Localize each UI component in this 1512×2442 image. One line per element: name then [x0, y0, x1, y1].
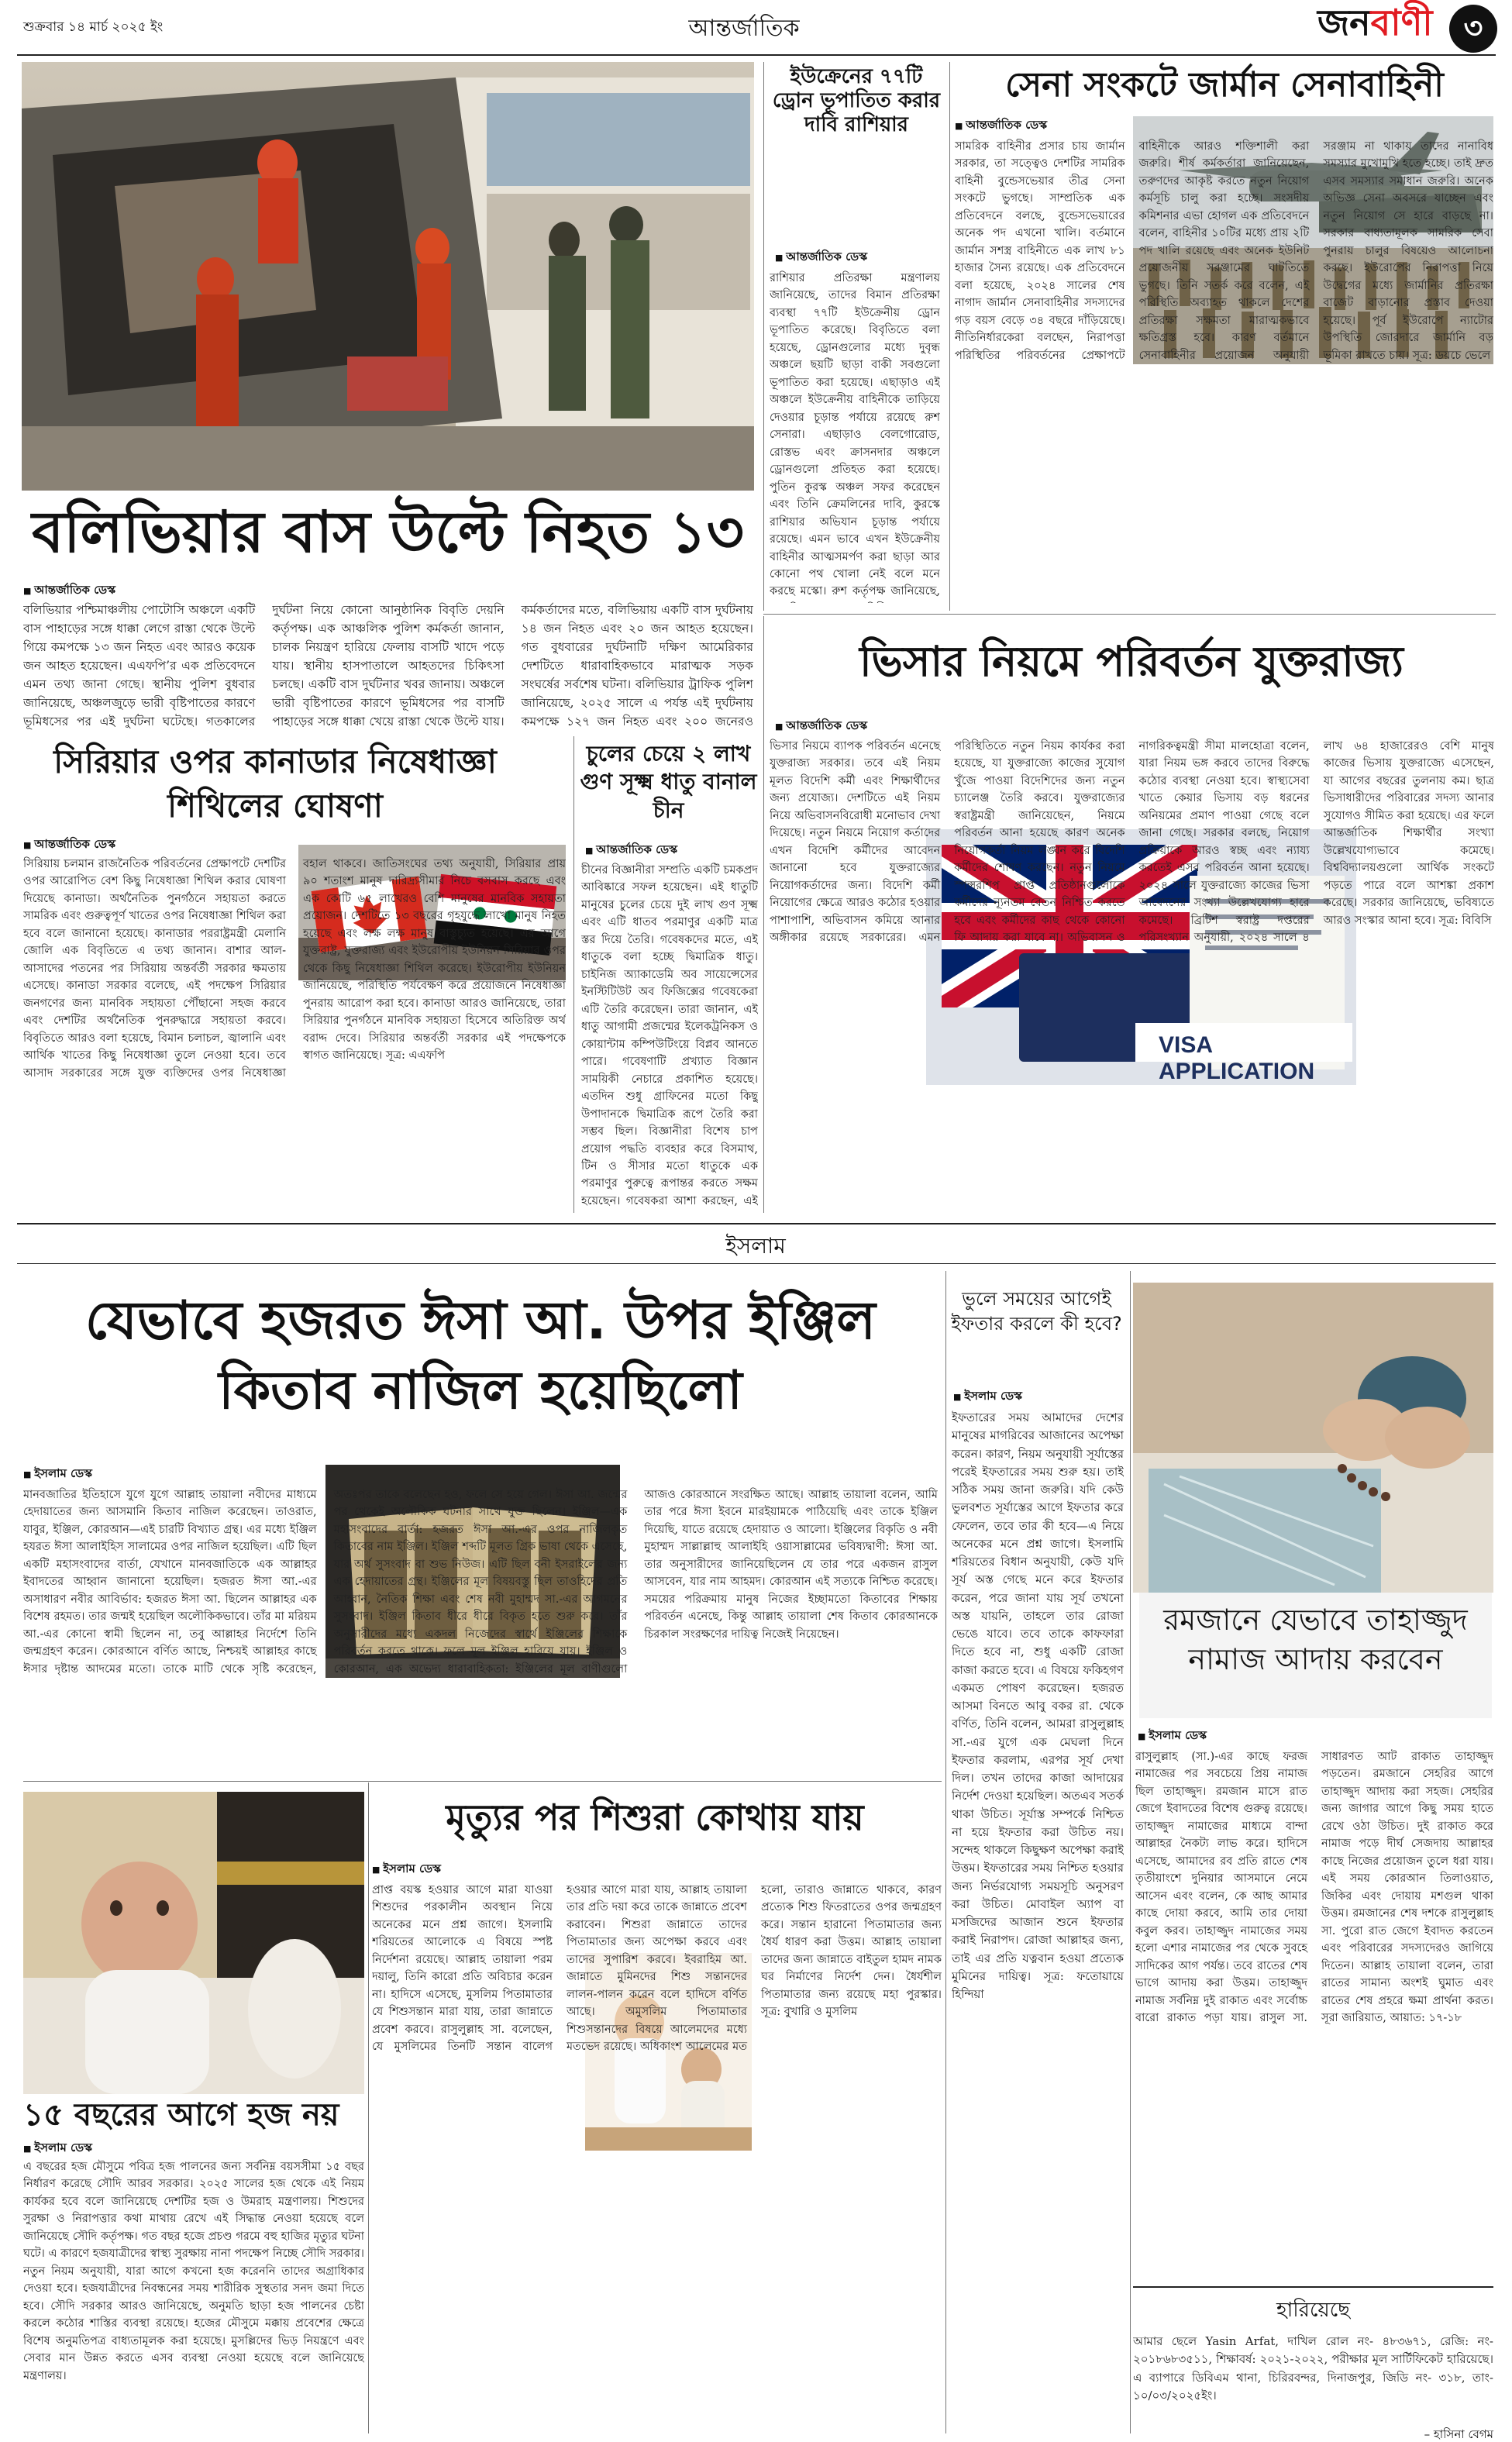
- bus-crash-photo: [22, 62, 754, 491]
- top-vertical-divider: [763, 62, 764, 611]
- tahajjud-headline: রমজানে যেভাবে তাহাজ্জুদ নামাজ আদায় করবেন: [1139, 1593, 1492, 1718]
- iftar-byline: ■ ইসলাম ডেস্ক: [953, 1387, 1022, 1407]
- prayer-hands-photo: [1133, 1283, 1493, 1593]
- masthead-logo: [1317, 2, 1433, 43]
- uk-visa-byline: ■ আন্তর্জাতিক ডেস্ক: [775, 717, 867, 736]
- lost-notice-body: আমার ছেলে Yasin Arfat, দাখিল রোল নং- ৪৮৩৬৭১, রেজি: নং- ২০১৮৬৮৩৫১১, শিক্ষাবর্ষ: ২০২১-২০২২, পরীক্ষার মূল সার্টিফিকেট হারিয়েছে। এ ব্যাপারে ডিবিএম থানা, চিরিরবন্দর, দিনাজপুর, জিডি নং- ৩১৮, তাং- ১০/০৩/২০২৫ইং।: [1133, 2334, 1493, 2402]
- masthead-rule: [17, 54, 1496, 56]
- hajj-children-divider: [368, 1782, 369, 2433]
- tahajjud-body: রাসুলুল্লাহ (সা.)-এর কাছে ফরজ নামাজের পর সবচেয়ে প্রিয় নামাজ ছিল তাহাজ্জুদ। রমজান মাসে রাত জেগে ইবাদতের বিশেষ গুরুত্ব রয়েছে। তাহাজ্জুদ নামাজের মাধ্যমে বান্দা আল্লাহর নৈকট্য লাভ করে। হাদিসে এসেছে, আমাদের রব প্রতি রাতে শেষ তৃতীয়াংশে দুনিয়ার আসমানে নেমে আসেন এবং বলেন, কে আছ আমার কাছে দোয়া করবে, আমি তার দোয়া কবুল করব। তাহাজ্জুদ নামাজের সময় হলো এশার নামাজের পর থেকে সুবহে সাদিকের আগ পর্যন্ত। তবে রাতের শেষ ভাগে আদায় করা উত্তম। তাহাজ্জুদ নামাজ সর্বনিম্ন দুই রাকাত এবং সর্বোচ্চ বারো রাকাত পড়া যায়। রাসুল সা. সাধারণত আট রাকাত তাহাজ্জুদ পড়তেন। রমজানে সেহরির আগে তাহাজ্জুদ আদায় করা সহজ। সেহরির জন্য জাগার আগে কিছু সময় হাতে রেখে ওঠা উচিত। দুই রাকাত করে নামাজ পড়ে দীর্ঘ সেজদায় আল্লাহর কাছে নিজের প্রয়োজন তুলে ধরা যায়। এই সময় কোরআন তিলাওয়াত, জিকির এবং দোয়ায় মশগুল থাকা উত্তম। রমজানের শেষ দশকে রাসুলুল্লাহ সা. পুরো রাত জেগে ইবাদত করতেন এবং পরিবারের সদস্যদেরও জাগিয়ে দিতেন। আল্লাহ তায়ালা বলেন, তারা রাতের সামান্য অংশই ঘুমাত এবং রাতের শেষ প্রহরে ক্ষমা প্রার্থনা করত। সূরা জারিয়াত, আয়াত: ১৭-১৮: [1135, 1751, 1493, 2025]
- hajj-headline: ১৫ বছরের আগে হজ নয়: [23, 2097, 339, 2133]
- syria-headline: সিরিয়ার ওপর কানাডার নিষেধাজ্ঞা শিথিলের ঘোষণা: [53, 742, 497, 825]
- germany-headline: সেনা সংকটে জার্মান সেনাবাহিনী: [1005, 65, 1444, 105]
- ukraine-byline: ■ আন্তর্জাতিক ডেস্ক: [775, 248, 867, 267]
- china-byline: ■ আন্তর্জাতিক ডেস্ক: [585, 841, 677, 860]
- islam-main-headline: যেভাবে হজরত ঈসা আ. উপর ইঞ্জিল কিতাব নাজিল হয়েছিলো: [85, 1290, 876, 1422]
- iftar-body: ইফতারের সময় আমাদের দেশের মানুষের মাগরিবের আজানের অপেক্ষা করেন। কারণ, নিয়ম অনুযায়ী সূর্যাস্তের পরেই ইফতারের সময় শুরু হয়। তাই সঠিক সময় জানা জরুরি। যদি কেউ ভুলবশত সূর্যাস্তের আগে ইফতার করে ফেলেন, তবে তার কী হবে—এ নিয়ে অনেকের মনে প্রশ্ন জাগে। ইসলামি শরিয়তের বিধান অনুযায়ী, কেউ যদি সূর্য অস্ত গেছে মনে করে ইফতার করেন, পরে জানা যায় সূর্য তখনো অস্ত যায়নি, তাহলে তার রোজা ভেঙে যাবে। তবে তাকে কাফফারা দিতে হবে না, শুধু একটি রোজা কাজা করতে হবে। এ বিষয়ে ফকিহগণ একমত পোষণ করেছেন। হজরত আসমা বিনতে আবু বকর রা. থেকে বর্ণিত, তিনি বলেন, আমরা রাসুলুল্লাহ সা.-এর যুগে এক মেঘলা দিনে ইফতার করলাম, এরপর সূর্য দেখা দিল। তখন তাদের কাজা আদায়ের নির্দেশ দেওয়া হয়েছিল। অতএব সতর্ক থাকা উচিত। সূর্যাস্ত সম্পর্কে নিশ্চিত না হয়ে ইফতার করা উচিত নয়। সন্দেহ থাকলে কিছুক্ষণ অপেক্ষা করাই উত্তম। ইফতারের সময় নিশ্চিত হওয়ার জন্য নির্ভরযোগ্য সময়সূচি অনুসরণ করা উচিত। মোবাইল অ্যাপ বা মসজিদের আজান শুনে ইফতার করাই নিরাপদ। রোজা আল্লাহর জন্য, তাই এর প্রতি যত্নবান হওয়া প্রত্যেক মুমিনের দায়িত্ব। সূত্র: ফতোয়ায়ে হিন্দিয়া: [952, 1410, 1124, 2001]
- ukraine-germany-divider: [949, 62, 950, 611]
- page-number: ৩: [1463, 11, 1483, 45]
- lost-notice-title: হারিয়েছে: [1276, 2299, 1350, 2322]
- china-headline: চুলের চেয়ে ২ লাখ গুণ সূক্ষ্ম ধাতু বানাল চীন: [580, 741, 757, 823]
- germany-byline: ■ আন্তর্জাতিক ডেস্ক: [955, 116, 1047, 136]
- uk-visa-photo-caption: VISA APPLICATION: [1159, 1032, 1315, 1084]
- lost-notice-signature: – হাসিনা বেগম: [1424, 2427, 1493, 2441]
- syria-body: সিরিয়ায় চলমান রাজনৈতিক পরিবর্তনের প্রেক্ষাপটে দেশটির ওপর আরোপিত বেশ কিছু নিষেধাজ্ঞা শিথিল করার ঘোষণা দিয়েছে কানাডা। অর্থনৈতিক পুনর্গঠনে সহায়তা করতে সামরিক এবং গুরুত্বপূর্ণ খাতের ওপর নিষেধাজ্ঞা শিথিল করা হবে বলে জানানো হয়েছে। কানাডার পররাষ্ট্রমন্ত্রী মেলানি জোলি এক বিবৃতিতে এ তথ্য জানান। বাশার আল-আসাদের পতনের পর সিরিয়ায় অন্তর্বর্তী সরকার ক্ষমতায় এসেছে। কানাডা সরকার বলেছে, এই পদক্ষেপ সিরিয়ার জনগণের জন্য মানবিক সহায়তা পৌঁছানো সহজ করবে এবং দেশটির অর্থনৈতিক পুনরুদ্ধারে সহায়তা করবে। বিবৃতিতে আরও বলা হয়েছে, বিমান চলাচল, জ্বালানি এবং আর্থিক খাতের কিছু নিষেধাজ্ঞা তুলে নেওয়া হবে। তবে আসাদ সরকারের সঙ্গে যুক্ত ব্যক্তিদের ওপর নিষেধাজ্ঞা বহাল থাকবে। জাতিসংঘের তথ্য অনুযায়ী, সিরিয়ার প্রায় ৯০ শতাংশ মানুষ দারিদ্র্যসীমার নিচে বসবাস করছে এবং এক কোটি ৬৫ লাখেরও বেশি মানুষের মানবিক সহায়তা প্রয়োজন। দেশটিতে ১৩ বছরের গৃহযুদ্ধে লাখো মানুষ নিহত হয়েছে এবং লক্ষ লক্ষ মানুষ বাস্তুচ্যুত হয়েছে। এর আগে যুক্তরাষ্ট্র, যুক্তরাজ্য এবং ইউরোপীয় ইউনিয়ন সিরিয়ার ওপর থেকে কিছু নিষেধাজ্ঞা শিথিল করেছে। ইউরোপীয় ইউনিয়ন জানিয়েছে, পরিস্থিতি পর্যবেক্ষণ করে প্রয়োজনে নিষেধাজ্ঞা পুনরায় আরোপ করা হবে। কানাডা আরও জানিয়েছে, তারা সিরিয়ার পুনর্গঠনে মানবিক সহায়তা হিসেবে অতিরিক্ত অর্থ বরাদ্দ দেবে। সিরিয়ার অন্তর্বর্তী সরকার এই পদক্ষেপকে স্বাগত জানিয়েছে। সূত্র: এএফপি: [23, 858, 566, 1080]
- china-body: চীনের বিজ্ঞানীরা সম্প্রতি একটি চমকপ্রদ আবিষ্কারে সফল হয়েছেন। এই ধাতুটি মানুষের চুলের চেয়ে দুই লাখ গুণ সূক্ষ্ম এবং এটি ধাতব পরমাণুর একটি মাত্র স্তর দিয়ে তৈরি। গবেষকদের মতে, এই ধাতুকে বলা হচ্ছে দ্বিমাত্রিক ধাতু। চাইনিজ অ্যাকাডেমি অব সায়েন্সেসের ইনস্টিটিউট অব ফিজিক্সের গবেষকেরা এটি তৈরি করেছেন। তারা জানান, এই ধাতু আগামী প্রজন্মের ইলেকট্রনিকস ও কোয়ান্টাম কম্পিউটিংয়ে বিপ্লব আনতে পারে। গবেষণাটি প্রখ্যাত বিজ্ঞান সাময়িকী নেচারে প্রকাশিত হয়েছে। এতদিন শুধু গ্রাফিনের মতো কিছু উপাদানকে দ্বিমাত্রিক রূপে তৈরি করা সম্ভব ছিল। বিজ্ঞানীরা বিশেষ চাপ প্রয়োগ পদ্ধতি ব্যবহার করে বিসমাথ, টিন ও সীসার মতো ধাতুকে এক পরমাণুর পুরুত্বে রূপান্তর করতে সক্ষম হয়েছেন। গবেষকরা আশা করছেন, এই: [581, 864, 758, 1207]
- islam-section-top-rule: [17, 1223, 1496, 1224]
- islam-main-byline: ■ ইসলাম ডেস্ক: [23, 1465, 92, 1484]
- islam-lower-divider: [23, 1781, 942, 1782]
- hajj-child-photo: [23, 1792, 364, 2094]
- page-number-circle: [1449, 5, 1497, 53]
- uk-visa-headline: ভিসার নিয়মে পরিবর্তন যুক্তরাজ্য: [859, 637, 1404, 686]
- mid-top-divider: [763, 614, 1496, 615]
- islam-main-body: মানবজাতির ইতিহাসে যুগে যুগে আল্লাহ তায়ালা নবীদের মাধ্যমে হেদায়াতের জন্য আসমানি কিতাব নাজিল করেছেন। তাওরাত, যাবুর, ইঞ্জিল, কোরআন—এই চারটি বিখ্যাত গ্রন্থ। এর মধ্যে ইঞ্জিল হযরত ঈসা আলাইহিস সালামের ওপর নাজিল হয়েছিল। এটি ছিল একটি মহাসংবাদের বার্তা, যেখানে মানবজাতিকে এক আল্লাহর ইবাদতের আহ্বান জানানো হয়েছিল। হজরত ঈসা আ.-এর অসাধারণ নবীর আবির্ভাব: হজরত ঈসা আ. ছিলেন আল্লাহর এক বিশেষ রহমত। তার জন্মই হয়েছিল অলৌকিকভাবে। তাঁর মা মরিয়ম আ.-এর কোনো স্বামী ছিলেন না, তবু আল্লাহর নির্দেশে তিনি জন্মগ্রহণ করেন। কোরআনে বর্ণিত আছে, নিশ্চয়ই আল্লাহর কাছে ঈসার দৃষ্টান্ত আদমের মতো। তাকে মাটি থেকে সৃষ্টি করেছেন, অতঃপর তাকে বলেছেন হও, ফলে সে হয়ে গেল। ঈসা আ. জন্মের পর থেকেই অলৌকিক ঘটনার সাথে যুক্ত ছিলেন। ইঞ্জিল—এক মহাসংবাদের বার্তা: হজরত ঈসা আ.-এর ওপর নাজিলকৃত কিতাবের নাম ইঞ্জিল। ইঞ্জিল শব্দটি মূলত গ্রিক ভাষা থেকে এসেছে, যার অর্থ সুসংবাদ বা শুভ নিউজ। এটি ছিল বনী ইসরাইলের জন্য এক হেদায়াতের গ্রন্থ। ইঞ্জিলের মূল বিষয়বস্তু ছিল তাওহিদের প্রতি আহ্বান, নৈতিক শিক্ষা এবং শেষ নবী মুহাম্মদ সা.-এর আগমনের সুসংবাদ। ইঞ্জিল কিতাব ধীরে ধীরে বিকৃত হতে শুরু করে। তাঁর অনুসারীদের মধ্যে একদল নিজেদের স্বার্থে ইঞ্জিলের শিক্ষাকে পরিবর্তন করতে থাকে। ফলে মূল ইঞ্জিল হারিয়ে যায়। ইঞ্জিল ও কোরআন, এক অভেদ্য ধারাবাহিকতা: ইঞ্জিলের মূল বাণীগুলো আজও কোরআনে সংরক্ষিত আছে। আল্লাহ তায়ালা বলেন, আমি তার পরে ঈসা ইবনে মারইয়ামকে পাঠিয়েছি এবং তাকে ইঞ্জিল দিয়েছি, যাতে রয়েছে হেদায়াত ও আলো। ইঞ্জিলের বিকৃতি ও নবী মুহাম্মদ সাল্লাল্লাহু আলাইহি ওয়াসাল্লামের ভবিষ্যদ্বাণী: ঈসা আ. তার অনুসারীদের জানিয়েছিলেন যে তার পরে একজন রাসুল আসবেন, যার নাম আহমদ। কোরআন এই সত্যকে নিশ্চিত করেছে। সময়ের পরিক্রমায় মানুষ নিজের ইচ্ছামতো কিতাবের শিক্ষায় পরিবর্তন এনেছে, কিন্তু আল্লাহ তায়ালা শেষ কিতাব কোরআনকে চিরকাল সংরক্ষণের দায়িত্ব নিজেই নিয়েছেন।: [23, 1489, 938, 1676]
- islam-section-label: ইসলাম: [725, 1233, 786, 1259]
- islam-section-bottom-rule: [17, 1263, 1496, 1264]
- ukraine-headline: ইউক্রেনের ৭৭টি ড্রোন ভূপাতিত করার দাবি রাশিয়ার: [772, 65, 941, 137]
- hajj-body: এ বছরের হজ মৌসুমে পবিত্র হজ পালনের জন্য সর্বনিম্ন বয়সসীমা ১৫ বছর নির্ধারণ করেছে সৌদি আরব সরকার। ২০২৫ সালের হজ থেকে এই নিয়ম কার্যকর হবে বলে জানিয়েছে দেশটির হজ ও উমরাহ মন্ত্রণালয়। শিশুদের সুরক্ষা ও নিরাপত্তার কথা মাথায় রেখে এই সিদ্ধান্ত নেওয়া হয়েছে বলে জানিয়েছে সৌদি কর্তৃপক্ষ। গত বছর হজে প্রচণ্ড গরমে বহু হাজির মৃত্যুর ঘটনা ঘটে। এ কারণে হজযাত্রীদের স্বাস্থ্য সুরক্ষায় নানা পদক্ষেপ নিচ্ছে সৌদি সরকার। নতুন নিয়ম অনুযায়ী, যারা আগে কখনো হজ করেননি তাদের অগ্রাধিকার দেওয়া হবে। হজযাত্রীদের নিবন্ধনের সময় শারীরিক সুস্থতার সনদ জমা দিতে হবে। সৌদি সরকার আরও জানিয়েছে, অনুমতি ছাড়া হজ পালনের চেষ্টা করলে কঠোর শাস্তির ব্যবস্থা রয়েছে। হজের মৌসুমে মক্কায় প্রবেশের ক্ষেত্রে বিশেষ অনুমতিপত্র বাধ্যতামূলক করা হয়েছে। মুসল্লিদের ভিড় নিয়ন্ত্রণে এবং সেবার মান উন্নত করতে এসব ব্যবস্থা নেওয়া হয়েছে বলে জানিয়েছে মন্ত্রণালয়।: [23, 2161, 364, 2382]
- iftar-headline: ভুলে সময়ের আগেই ইফতার করলে কী হবে?: [951, 1288, 1122, 1335]
- iftar-tahajjud-divider: [1130, 1271, 1131, 2433]
- germany-body: সামরিক বাহিনীর প্রসার চায় জার্মান সরকার, তা সত্ত্বেও দেশটির সামরিক বাহিনী বুন্ডেসভেয়ার তীব্র সেনা সংকটে ভুগছে। সাম্প্রতিক এক প্রতিবেদনে বলছে, বুন্ডেসভেয়ারের অনেক পদ এখনো খালি। বর্তমানে জার্মান সশস্ত্র বাহিনীতে এক লাখ ৮১ হাজার সৈন্য রয়েছে। এক প্রতিবেদনে বলা হয়েছে, ২০২৪ সালের শেষ নাগাদ জার্মান সেনাবাহিনীর সদস্যদের গড় বয়স বেড়ে ৩৪ বছরে দাঁড়িয়েছে। নীতিনির্ধারকেরা বলছেন, নিরাপত্তা পরিস্থিতির পরিবর্তনের প্রেক্ষাপটে বাহিনীকে আরও শক্তিশালী করা জরুরি। শীর্ষ কর্মকর্তারা জানিয়েছেন, তরুণদের আকৃষ্ট করতে নতুন নিয়োগ কর্মসূচি চালু করা হচ্ছে। সংসদীয় কমিশনার এভা হোগল এক প্রতিবেদনে বলেন, বাহিনীর ১০টির মধ্যে প্রায় ২টি পদ খালি রয়েছে এবং অনেক ইউনিট প্রয়োজনীয় সরঞ্জামের ঘাটতিতে ভুগছে। তিনি সতর্ক করে বলেন, এই পরিস্থিতি অব্যাহত থাকলে দেশের প্রতিরক্ষা সক্ষমতা মারাত্মকভাবে ক্ষতিগ্রস্ত হবে। কারণ বর্তমানে সেনাবাহিনীর প্রয়োজন অনুযায়ী সরঞ্জাম না থাকায় তাদের নানাবিধ সমস্যার মুখোমুখি হতে হচ্ছে। তাই দ্রুত এসব সমস্যার সমাধান জরুরি। অনেক অভিজ্ঞ সেনা অবসরে যাচ্ছেন এবং নতুন নিয়োগ সে হারে বাড়ছে না। সরকার বাধ্যতামূলক সামরিক সেবা পুনরায় চালুর বিষয়েও আলোচনা করছে। ইউরোপের নিরাপত্তা নিয়ে উদ্বেগের মধ্যে জার্মানির প্রতিরক্ষা বাজেট বাড়ানোর প্রস্তাব দেওয়া হয়েছে। পূর্ব ইউরোপে ন্যাটোর উপস্থিতি জোরদারে জার্মানি বড় ভূমিকা রাখতে চায়। সূত্র: ডয়চে ভেলে: [955, 140, 1493, 362]
- children-body: প্রাপ্ত বয়স্ক হওয়ার আগে মারা যাওয়া শিশুদের পরকালীন অবস্থান নিয়ে অনেকের মনে প্রশ্ন জাগে। ইসলামি শরিয়তের আলোকে এ বিষয়ে স্পষ্ট নির্দেশনা রয়েছে। আল্লাহ তায়ালা পরম দয়ালু, তিনি কারো প্রতি অবিচার করেন না। হাদিসে এসেছে, মুসলিম পিতামাতার যে শিশুসন্তান মারা যায়, তারা জান্নাতে প্রবেশ করবে। রাসুলুল্লাহ সা. বলেছেন, যে মুসলিমের তিনটি সন্তান বালেগ হওয়ার আগে মারা যায়, আল্লাহ তায়ালা তার প্রতি দয়া করে তাকে জান্নাতে প্রবেশ করাবেন। শিশুরা জান্নাতে তাদের পিতামাতার জন্য অপেক্ষা করবে এবং তাদের সুপারিশ করবে। ইবরাহিম আ. জান্নাতে মুমিনদের শিশু সন্তানদের লালন-পালন করেন বলে হাদিসে বর্ণিত আছে। অমুসলিম পিতামাতার শিশুসন্তানদের বিষয়ে আলেমদের মধ্যে মতভেদ রয়েছে। অধিকাংশ আলেমের মত হলো, তারাও জান্নাতে থাকবে, কারণ প্রত্যেক শিশু ফিতরাতের ওপর জন্মগ্রহণ করে। সন্তান হারানো পিতামাতার জন্য ধৈর্য ধারণ করা উত্তম। আল্লাহ তায়ালা তাদের জন্য জান্নাতে বাইতুল হামদ নামক ঘর নির্মাণের নির্দেশ দেন। ধৈর্যশীল পিতামাতার জন্য রয়েছে মহা পুরস্কার। সূত্র: বুখারি ও মুসলিম: [372, 1884, 942, 2054]
- masthead-date: শুক্রবার ১৪ মার্চ ২০২৫ ইং: [23, 19, 164, 35]
- tahajjud-byline: ■ ইসলাম ডেস্ক: [1138, 1727, 1207, 1746]
- china-visa-divider: [763, 616, 764, 1213]
- bolivia-byline: ■ আন্তর্জাতিক ডেস্ক: [23, 581, 115, 601]
- syria-china-divider: [573, 736, 574, 1213]
- bolivia-body: বলিভিয়ার পশ্চিমাঞ্চলীয় পোটোসি অঞ্চলে একটি বাস পাহাড়ের সঙ্গে ধাক্কা লেগে রাস্তা থেকে উল্টে গিয়ে কমপক্ষে ১৩ জন নিহত এবং আরও কয়েক জন আহত হয়েছেন। এএফপি’র এক প্রতিবেদনে এমন তথ্য জানা গেছে। স্থানীয় পুলিশ বুধবার জানিয়েছে, অঞ্চলজুড়ে ভারী বৃষ্টিপাতের কারণে ভূমিধসের পর এই দুর্ঘটনা ঘটেছে। গতকালের দুর্ঘটনা নিয়ে কোনো আনুষ্ঠানিক বিবৃতি দেয়নি কর্তৃপক্ষ। এক আঞ্চলিক পুলিশ কর্মকর্তা জানান, চালক নিয়ন্ত্রণ হারিয়ে ফেলায় বাসটি খাদে পড়ে যায়। স্থানীয় হাসপাতালে আহতদের চিকিৎসা চলছে। একটি বাস দুর্ঘটনার খবর জানায়। অঞ্চলে ভারী বৃষ্টিপাতের কারণে ভূমিধসের পর বাসটি পাহাড়ের সঙ্গে ধাক্কা খেয়ে রাস্তা থেকে উল্টে যায়। কর্মকর্তাদের মতে, বলিভিয়ায় একটি বাস দুর্ঘটনায় ১৪ জন নিহত এবং ২০ জন আহত হয়েছেন। গত বুধবারের দুর্ঘটনাটি দক্ষিণ আমেরিকার দেশটিতে ধারাবাহিকভাবে মারাত্মক সড়ক সংঘর্ষের সর্বশেষ ঘটনা। বলিভিয়ার ট্রাফিক পুলিশ জানিয়েছে, ২০২৫ সালে এ পর্যন্ত এই দুর্ঘটনায় কমপক্ষে ১২৭ জন নিহত এবং ২০০ জনেরও: [23, 603, 753, 729]
- children-byline: ■ ইসলাম ডেস্ক: [372, 1860, 441, 1879]
- hajj-byline: ■ ইসলাম ডেস্ক: [23, 2139, 92, 2158]
- bolivia-headline: বলিভিয়ার বাস উল্টে নিহত ১৩: [32, 499, 744, 566]
- islam-main-iftar-divider: [945, 1271, 946, 2433]
- logo-part1: জন: [1317, 2, 1371, 43]
- uk-visa-body: ভিসার নিয়মে ব্যাপক পরিবর্তন এনেছে যুক্তরাজ্য সরকার। তবে এই নিয়ম মূলত বিদেশি কর্মী এবং শিক্ষার্থীদের জন্য প্রযোজ্য। দেশটিতে এই নিয়ম নিয়ে অভিবাসনবিরোধী মনোভাব দেখা দিয়েছে। নতুন নিয়মে নিয়োগ কর্তাদের এখন বিদেশি কর্মীদের আবেদন জানানো হবে যুক্তরাজ্যের নিয়োগকর্তাদের জন্য। বিদেশি কর্মী নিয়োগের ক্ষেত্রে আরও কঠোর হওয়ার পাশাপাশি, অভিবাসন কমিয়ে আনার অঙ্গীকার রয়েছে সরকারের। এমন পরিস্থিতিতে নতুন নিয়ম কার্যকর করা হয়েছে, যা যুক্তরাজ্যে কাজের সুযোগ খুঁজে পাওয়া বিদেশিদের জন্য নতুন চ্যালেঞ্জ তৈরি করবে। যুক্তরাজ্যের স্বরাষ্ট্রমন্ত্রী জানিয়েছেন, নিয়মে পরিবর্তন আনা হয়েছে কারণ অনেক নিয়োগকর্তা নিয়ম লঙ্ঘন করে বিদেশি কর্মীদের শোষণ করছেন। নতুন নিয়মে স্পন্সরশিপ প্রাপ্ত প্রতিষ্ঠানগুলোকে কর্মীদের ন্যূনতম বেতন নিশ্চিত করতে হবে এবং কর্মীদের কাছ থেকে কোনো ফি আদায় করা যাবে না। অভিবাসন ও নাগরিকত্বমন্ত্রী সীমা মালহোত্রা বলেন, যারা নিয়ম ভঙ্গ করবে তাদের বিরুদ্ধে কঠোর ব্যবস্থা নেওয়া হবে। স্বাস্থ্যসেবা খাতে কেয়ার ভিসায় বড় ধরনের অনিয়মের প্রমাণ পাওয়া গেছে বলে জানা গেছে। সরকার বলছে, নিয়োগ প্রক্রিয়াকে আরও স্বচ্ছ এবং ন্যায্য করতেই এসব পরিবর্তন আনা হয়েছে। ২০২৪ সালে যুক্তরাজ্যে কাজের ভিসা আবেদনের সংখ্যা উল্লেখযোগ্য হারে কমেছে। ব্রিটিশ স্বরাষ্ট্র দপ্তরের পরিসংখ্যান অনুযায়ী, ২০২৪ সালে ৪ লাখ ৬৪ হাজারেরও বেশি মানুষ কাজের ভিসায় যুক্তরাজ্যে এসেছেন, যা আগের বছরের তুলনায় কম। ছাত্র ভিসাধারীদের পরিবারের সদস্য আনার সুযোগও সীমিত করা হয়েছে। এর ফলে আন্তর্জাতিক শিক্ষার্থীর সংখ্যা উল্লেখযোগ্যভাবে কমেছে। বিশ্ববিদ্যালয়গুলো আর্থিক সংকটে পড়তে পারে বলে আশঙ্কা প্রকাশ করেছে। সরকার জানিয়েছে, ভবিষ্যতে আরও সংস্কার আনা হবে। সূত্র: বিবিসি: [770, 740, 1494, 945]
- children-headline: মৃত্যুর পর শিশুরা কোথায় যায়: [446, 1796, 864, 1838]
- lost-notice-box: [1133, 2286, 1493, 2441]
- ukraine-body: রাশিয়ার প্রতিরক্ষা মন্ত্রণালয় জানিয়েছে, তাদের বিমান প্রতিরক্ষা ব্যবস্থা ৭৭টি ইউক্রেনীয় ড্রোন ভূপাতিত করেছে। বিবৃতিতে বলা হয়েছে, ড্রোনগুলোর মধ্যে দুবৃন্ধ অঞ্চলে ছয়টি ছাড়া বাকী সবগুলো ভূপাতিত করা হয়েছে। এছাড়াও এই অঞ্চলে ইউক্রেনীয় বাহিনীকে তাড়িয়ে দেওয়ার চূড়ান্ত পর্যায়ে রয়েছে রুশ সেনারা। এছাড়াও বেলগোরোড, রোস্তভ এবং ক্রাসনদার অঞ্চলে ড্রোনগুলো প্রতিহত করা হয়েছে। পুতিন কুরস্ক অঞ্চল সফর করেছেন এবং তিনি ক্রেমলিনের দাবি, কুরস্কে রাশিয়ার অভিযান চূড়ান্ত পর্যায়ে রয়েছে। এমন ভাবে এখন ইউক্রেনীয় বাহিনীর আত্মসমর্পণ করা ছাড়া আর কোনো পথ খোলা নেই বলে মনে করছে মস্কো। রুশ কর্তৃপক্ষ জানিয়েছে,: [770, 272, 940, 598]
- syria-byline: ■ আন্তর্জাতিক ডেস্ক: [23, 835, 115, 855]
- logo-part2: বাণী: [1370, 2, 1433, 43]
- masthead-section-title: আন্তর্জাতিক: [688, 15, 800, 42]
